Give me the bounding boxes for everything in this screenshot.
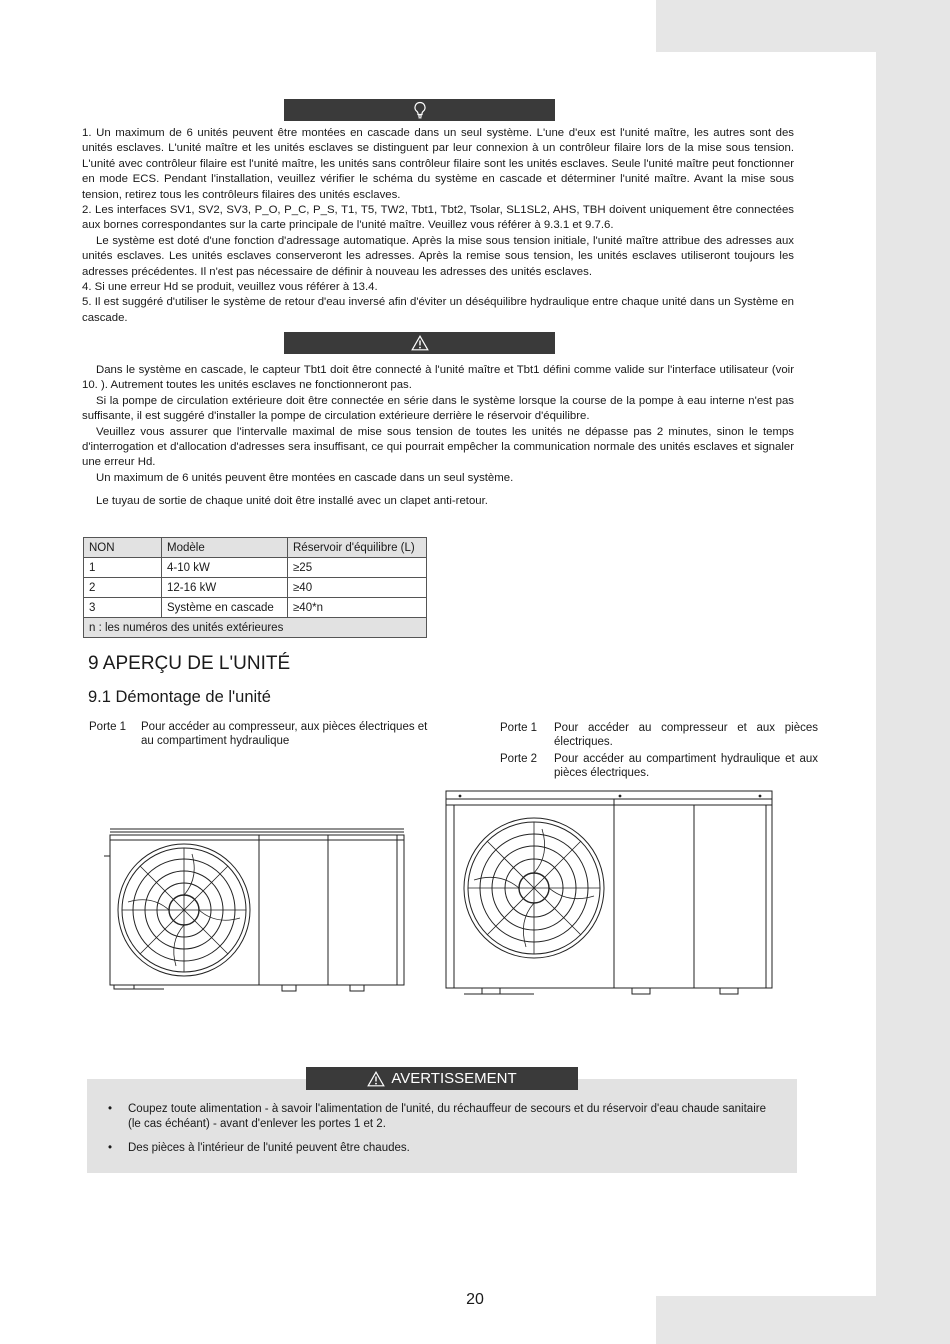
section-title: 9 APERÇU DE L'UNITÉ [88, 653, 291, 674]
warning-triangle-icon [367, 1071, 385, 1087]
table-header-row [84, 538, 427, 558]
caution-paragraph: Veuillez vous assurer que l'intervalle maximal de mise sous tension de toutes les unités ne dépasse pas 2 minutes, sinon le temps d'interrogation et d'allocation d'adresses sera insuffisant, ce qui pourrait empêcher la communication normale des unités esclaves et signaler une erreur Hd. [82, 425, 794, 469]
door-description-left-1 [89, 720, 434, 748]
caution-block [82, 363, 794, 510]
table-row [84, 578, 427, 598]
warning-bullet [108, 1141, 778, 1156]
caution-paragraph: Dans le système en cascade, le capteur Tbt1 doit être connecté à l'unité maître et Tbt1 défini comme valide sur l'interface utilisateur (voir 10. ). Autrement toutes les unités esclaves ne fonctionneront pas. [82, 364, 794, 392]
table-cell: 1 [84, 558, 162, 578]
lightbulb-icon [413, 101, 427, 119]
table-cell: 2 [84, 578, 162, 598]
door-text: Pour accéder au compartiment hydraulique et aux pièces électriques. [554, 753, 818, 779]
section-subtitle: 9.1 Démontage de l'unité [88, 688, 271, 706]
caution-paragraph: Un maximum de 6 unités peuvent être montées en cascade dans un seul système. [96, 471, 514, 484]
caution-paragraph: Le tuyau de sortie de chaque unité doit être installé avec un clapet anti-retour. [96, 495, 488, 508]
table-cell: ≥40*n [288, 598, 427, 618]
warning-title: AVERTISSEMENT [391, 1070, 517, 1087]
table-cell: 3 [84, 598, 162, 618]
caution-banner [284, 332, 555, 354]
door-text: Pour accéder au compresseur, aux pièces électriques et au compartiment hydraulique [141, 721, 428, 747]
table-note-row [84, 618, 427, 638]
door-label: Porte 1 [89, 721, 127, 733]
notes-block [82, 126, 794, 326]
door-description-right-2 [500, 752, 818, 780]
table-header-cell: NON [84, 538, 162, 558]
warning-triangle-icon [411, 335, 429, 351]
reservoir-table [83, 537, 427, 638]
note-paragraph: 1. Un maximum de 6 unités peuvent être montées en cascade dans un seul système. L'une d'eux est l'unité maître, les autres sont des unités esclaves. L'unité maître et les unités esclaves se distinguent par leur connexion à un contrôleur filaire lors de la mise sous tension. L'unité avec contrôleur filaire est l'unité maître, les unités sans contrôleur filaire sont les unités esclaves. Seule l'unité maître peut fonctionner en mode ECS. Pendant l'installation, veuillez vérifier le schéma du système en cascade et déterminer l'unité maître. Avant la mise sous tension, retirez tous les contrôleurs filaires des unités esclaves. [82, 127, 794, 201]
warning-banner [306, 1067, 578, 1090]
warning-bullet-text: Coupez toute alimentation - à savoir l'alimentation de l'unité, du réchauffeur de secours et du réservoir d'eau chaude sanitaire (le cas échéant) - avant d'enlever les portes 1 et 2. [128, 1103, 766, 1131]
note-paragraph: 2. Les interfaces SV1, SV2, SV3, P_O, P_C, P_S, T1, T5, TW2, Tbt1, Tbt2, Tsolar, SL1SL2, AHS, TBH doivent uniquement être connectées aux bornes correspondantes sur la carte principale de l'unité maître. Veuillez vous référer à 9.3.1 et 9.7.6. [82, 204, 794, 232]
table-cell: ≥40 [288, 578, 427, 598]
note-paragraph: Le système est doté d'une fonction d'adressage automatique. Après la mise sous tension initiale, l'unité maître attribue des adresses aux unités esclaves. Les unités esclaves conserveront les adresses. Après la remise sous tension, les unités esclaves utiliseront toujours les adresses précédentes. Il n'est pas nécessaire de définir à nouveau les adresses des unités esclaves. [82, 234, 794, 278]
warning-bullet [108, 1102, 778, 1133]
note-paragraph: 4. Si une erreur Hd se produit, veuillez vous référer à 13.4. [82, 281, 378, 294]
large-heat-pump-unit-drawing [444, 789, 776, 999]
table-row [84, 558, 427, 578]
bullet-icon: • [108, 1142, 113, 1154]
table-note: n : les numéros des unités extérieures [84, 618, 427, 638]
table-cell: ≥25 [288, 558, 427, 578]
bullet-icon: • [108, 1103, 113, 1115]
warning-bullet-text: Des pièces à l'intérieur de l'unité peuvent être chaudes. [128, 1142, 410, 1154]
table-cell: 12-16 kW [162, 578, 288, 598]
table-header-cell: Modèle [162, 538, 288, 558]
small-heat-pump-unit-drawing [104, 826, 416, 998]
table-cell: 4-10 kW [162, 558, 288, 578]
door-label: Porte 2 [500, 753, 538, 765]
door-label: Porte 1 [500, 722, 538, 734]
page-number: 20 [466, 1291, 484, 1308]
caution-paragraph: Si la pompe de circulation extérieure doit être connectée en série dans le système lorsque la course de la pompe à eau interne n'est pas suffisante, il est suggéré d'installer la pompe de circulation extérieure derrière le réservoir d'équilibre. [82, 394, 794, 423]
page-edge-right [876, 52, 950, 1296]
table-row [84, 598, 427, 618]
table-cell: Système en cascade [162, 598, 288, 618]
door-description-right-1 [500, 721, 818, 749]
tip-banner [284, 99, 555, 121]
door-text: Pour accéder au compresseur et aux pièces électriques. [554, 722, 818, 748]
note-paragraph: 5. Il est suggéré d'utiliser le système de retour d'eau inversé afin d'éviter un déséquilibre hydraulique entre chaque unité dans un Système en cascade. [82, 296, 794, 324]
table-header-cell: Réservoir d'équilibre (L) [288, 538, 427, 558]
page-edge-top [656, 0, 950, 52]
